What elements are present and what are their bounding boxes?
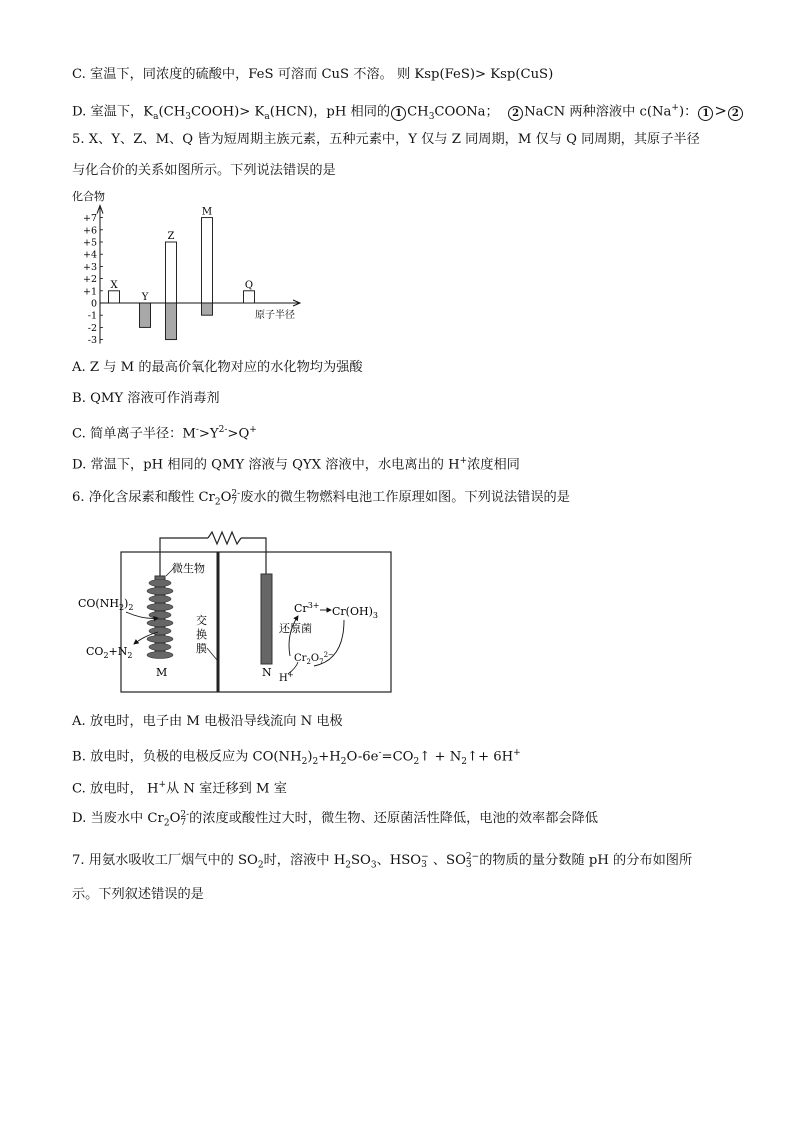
bar-q [244,291,255,303]
label-n: N [262,666,272,679]
q5-stem-line2: 与化合价的关系如图所示。下列说法错误的是 [72,163,336,178]
y-tick-label: -1 [87,310,97,322]
circle-number-2: 2 [508,106,523,121]
circle-number-2b: 2 [728,106,743,121]
bar-label-y: Y [141,292,149,303]
y-tick-label: +3 [82,261,97,273]
x-axis-label: 原子半径 [255,310,295,321]
bar-label-z: Z [167,231,175,242]
q6-option-a: A. 放电时，电子由 M 电极沿导线流向 N 电极 [72,714,343,729]
q5-option-d: D. 常温下，pH 相同的 QMY 溶液与 QYX 溶液中，水电离出的 H+浓度相同 [72,456,520,473]
bar-m [202,218,213,303]
label-croh3: $Cr(OH)_3$ [332,605,378,620]
q4-option-c: C. 室温下，同浓度的硫酸中，FeS 可溶而 CuS 不溶。 则 Ksp(FeS)> Ksp(CuS) [72,67,554,82]
label-m: M [156,666,168,679]
y-tick-label: +5 [82,237,97,249]
label-cr2o7: $Cr_2O_7^{2-}$ [294,651,334,666]
label-reducer: 还原菌 [279,622,312,635]
bar-m [202,303,213,315]
bar-z [166,303,177,340]
label-co2-n2: $CO_2+N_2$ [86,645,133,660]
fuel-cell-diagram [76,528,396,698]
circle-number-1b: 1 [698,106,713,121]
bar-label-x: X [110,279,118,291]
y-tick-label: -2 [87,322,97,334]
q7-stem-line1: 7. 用氨水吸收工厂烟气中的 $SO_2$时，溶液中 $H_2SO_3$、HSO − 3 、SO 2− 3 的物质的量分数随 pH 的分布如图所 [72,851,693,871]
label-membrane-1: 交 [196,614,207,627]
y-tick-label: -3 [87,335,97,346]
q5-option-b: B. QMY 溶液可作消毒剂 [72,391,220,406]
q7-stem-line2: 示。下列叙述错误的是 [72,887,204,902]
valence-radius-chart [70,188,320,346]
resistor [208,532,241,544]
q6-option-b: B. 放电时，负极的电极反应为 $CO(NH_2)_2+H_2O-6e^-=CO_2↑$ + $N_2↑+ 6H^+$ [72,748,521,768]
q6-option-d: D. 当废水中 $Cr_2O$ 2- 7 的浓度或酸性过大时，微生物、还原菌活性降低，电池的效率都会降低 [72,809,598,829]
y-tick-label: +2 [82,274,97,286]
y-tick-label: +1 [82,286,97,298]
q4-option-d: D. 室温下，$K_a(CH_3COOH)> K_a(HCN)$，pH 相同的 1 $CH_3COONa$； 2 NaCN 两种溶液中 c(Na+)： 1 > 2 [72,99,744,126]
y-tick-label: +4 [82,249,97,261]
label-membrane-2: 换 [196,628,207,641]
electrode-m [147,576,173,659]
label-membrane-3: 膜 [196,642,207,655]
q6-option-c: C. 放电时， H+从 N 室迁移到 M 室 [72,780,287,797]
y-axis-label: 化合物 [72,190,105,203]
q5-option-a: A. Z 与 M 的最高价氧化物对应的水化物均为强酸 [72,360,363,375]
bar-y [140,303,151,327]
label-urea: $CO(NH_2)_2$ [78,597,134,612]
label-cr3: $Cr^{3+}$ [294,601,320,615]
label-microbe: 微生物 [172,562,205,575]
y-tick-label: +7 [82,213,97,225]
y-tick-label: 0 [90,298,97,310]
q6-stem: 6. 净化含尿素和酸性 $Cr_2O$ 2- 7 废水的微生物燃料电池工作原理如图。下列说法错误的是 [72,488,570,508]
wire-right [241,538,266,574]
bar-x [109,291,120,303]
electrode-n [261,574,272,664]
label-hplus: H+ [279,671,294,684]
bar-z [166,242,177,303]
circle-number-1: 1 [391,106,406,121]
q5-stem-line1: 5. X、Y、Z、M、Q 皆为短周期主族元素，五种元素中，Y 仅与 Z 同周期，M 仅与 Q 同周期，其原子半径 [72,132,700,147]
y-tick-label: +6 [82,225,97,237]
bar-label-q: Q [244,279,254,291]
q5-option-c: C. 简单离子半径：$M^->Y^{2-}>Q^+$ [72,425,257,442]
bar-label-m: M [201,206,213,218]
